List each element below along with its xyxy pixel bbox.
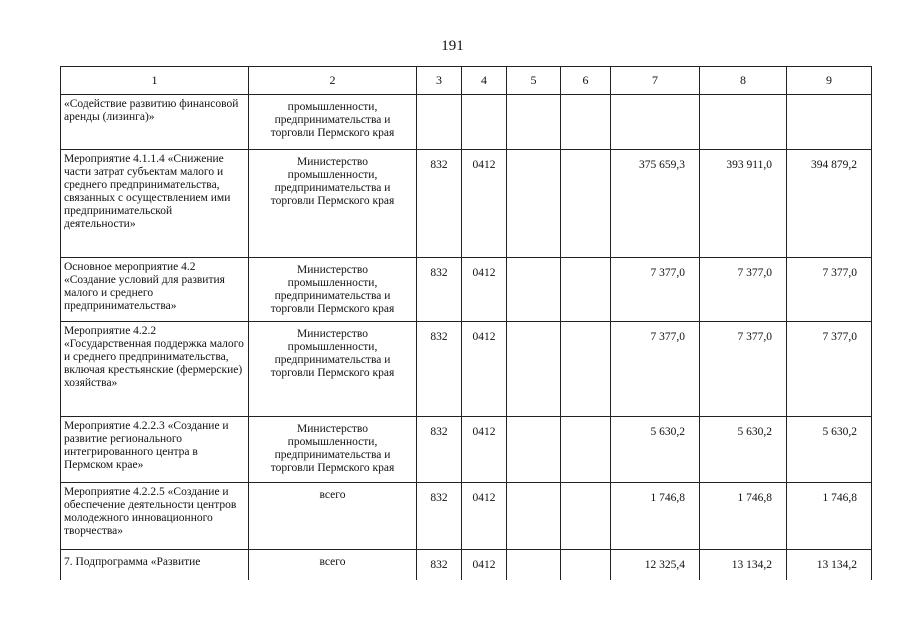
page-number: 191 [441, 38, 464, 54]
row-c9: 394 879,2 [787, 150, 872, 258]
row-c3: 832 [417, 258, 462, 322]
row-name: Основное мероприятие 4.2 «Создание условий для развития малого и среднего предпринимательства» [61, 258, 249, 322]
row-c6 [561, 258, 611, 322]
row-c5 [507, 483, 561, 550]
table-row [61, 95, 872, 150]
row-c5 [507, 258, 561, 322]
column-header: 9 [787, 67, 872, 95]
row-c9: 13 134,2 [787, 550, 872, 580]
row-c9: 7 377,0 [787, 322, 872, 417]
row-c5 [507, 550, 561, 580]
column-header: 7 [611, 67, 700, 95]
row-c6 [561, 483, 611, 550]
row-c3: 832 [417, 483, 462, 550]
row-c7: 1 746,8 [611, 483, 700, 550]
row-c6 [561, 95, 611, 150]
column-header: 4 [462, 67, 507, 95]
row-c3: 832 [417, 550, 462, 580]
row-c8: 393 911,0 [700, 150, 787, 258]
column-header: 5 [507, 67, 561, 95]
row-c4: 0412 [462, 150, 507, 258]
row-name: Мероприятие 4.2.2.3 «Создание и развитие регионального интегрированного центра в Пермском крае» [61, 417, 249, 483]
row-c5 [507, 417, 561, 483]
row-c7: 7 377,0 [611, 322, 700, 417]
row-org: всего [249, 483, 417, 550]
row-name: 7. Подпрограмма «Развитие [61, 550, 249, 580]
column-header: 6 [561, 67, 611, 95]
row-c9: 1 746,8 [787, 483, 872, 550]
row-org: Министерство промышленности, предпринимательства и торговли Пермского края [249, 150, 417, 258]
row-c9 [787, 95, 872, 150]
row-c3: 832 [417, 150, 462, 258]
row-org: промышленности, предпринимательства и торговли Пермского края [249, 95, 417, 150]
row-c4: 0412 [462, 483, 507, 550]
row-c8: 13 134,2 [700, 550, 787, 580]
row-org: Министерство промышленности, предпринимательства и торговли Пермского края [249, 322, 417, 417]
row-org: Министерство промышленности, предпринимательства и торговли Пермского края [249, 258, 417, 322]
row-name: Мероприятие 4.1.1.4 «Снижение части затрат субъектам малого и среднего предпринимательства, связанных с осуществлением ими предпринимательской деятельности» [61, 150, 249, 258]
row-c7: 12 325,4 [611, 550, 700, 580]
row-c7: 7 377,0 [611, 258, 700, 322]
row-org: всего [249, 550, 417, 580]
row-c7: 5 630,2 [611, 417, 700, 483]
row-c6 [561, 150, 611, 258]
row-c4: 0412 [462, 550, 507, 580]
row-c3: 832 [417, 417, 462, 483]
row-c4: 0412 [462, 322, 507, 417]
row-c8 [700, 95, 787, 150]
column-header: 1 [61, 67, 249, 95]
row-c4 [462, 95, 507, 150]
row-c9: 5 630,2 [787, 417, 872, 483]
column-header: 8 [700, 67, 787, 95]
row-c4: 0412 [462, 258, 507, 322]
table-row [61, 322, 872, 417]
row-c6 [561, 322, 611, 417]
row-org: Министерство промышленности, предпринимательства и торговли Пермского края [249, 417, 417, 483]
row-c8: 7 377,0 [700, 322, 787, 417]
column-header: 2 [249, 67, 417, 95]
row-c7: 375 659,3 [611, 150, 700, 258]
row-c8: 7 377,0 [700, 258, 787, 322]
table-header-row [61, 67, 872, 95]
row-c5 [507, 322, 561, 417]
row-c8: 1 746,8 [700, 483, 787, 550]
row-c8: 5 630,2 [700, 417, 787, 483]
table-row [61, 550, 872, 580]
row-c5 [507, 95, 561, 150]
column-header: 3 [417, 67, 462, 95]
row-c3: 832 [417, 322, 462, 417]
table-row [61, 483, 872, 550]
table-row [61, 258, 872, 322]
table-row [61, 150, 872, 258]
budget-table [60, 66, 872, 580]
row-c9: 7 377,0 [787, 258, 872, 322]
row-c5 [507, 150, 561, 258]
row-c6 [561, 550, 611, 580]
row-name: Мероприятие 4.2.2.5 «Создание и обеспечение деятельности центров молодежного инновационного творчества» [61, 483, 249, 550]
row-name: Мероприятие 4.2.2 «Государственная поддержка малого и среднего предпринимательства, включая крестьянские (фермерские) хозяйства» [61, 322, 249, 417]
row-c6 [561, 417, 611, 483]
row-c7 [611, 95, 700, 150]
row-c4: 0412 [462, 417, 507, 483]
table-row [61, 417, 872, 483]
row-c3 [417, 95, 462, 150]
row-name: «Содействие развитию финансовой аренды (лизинга)» [61, 95, 249, 150]
